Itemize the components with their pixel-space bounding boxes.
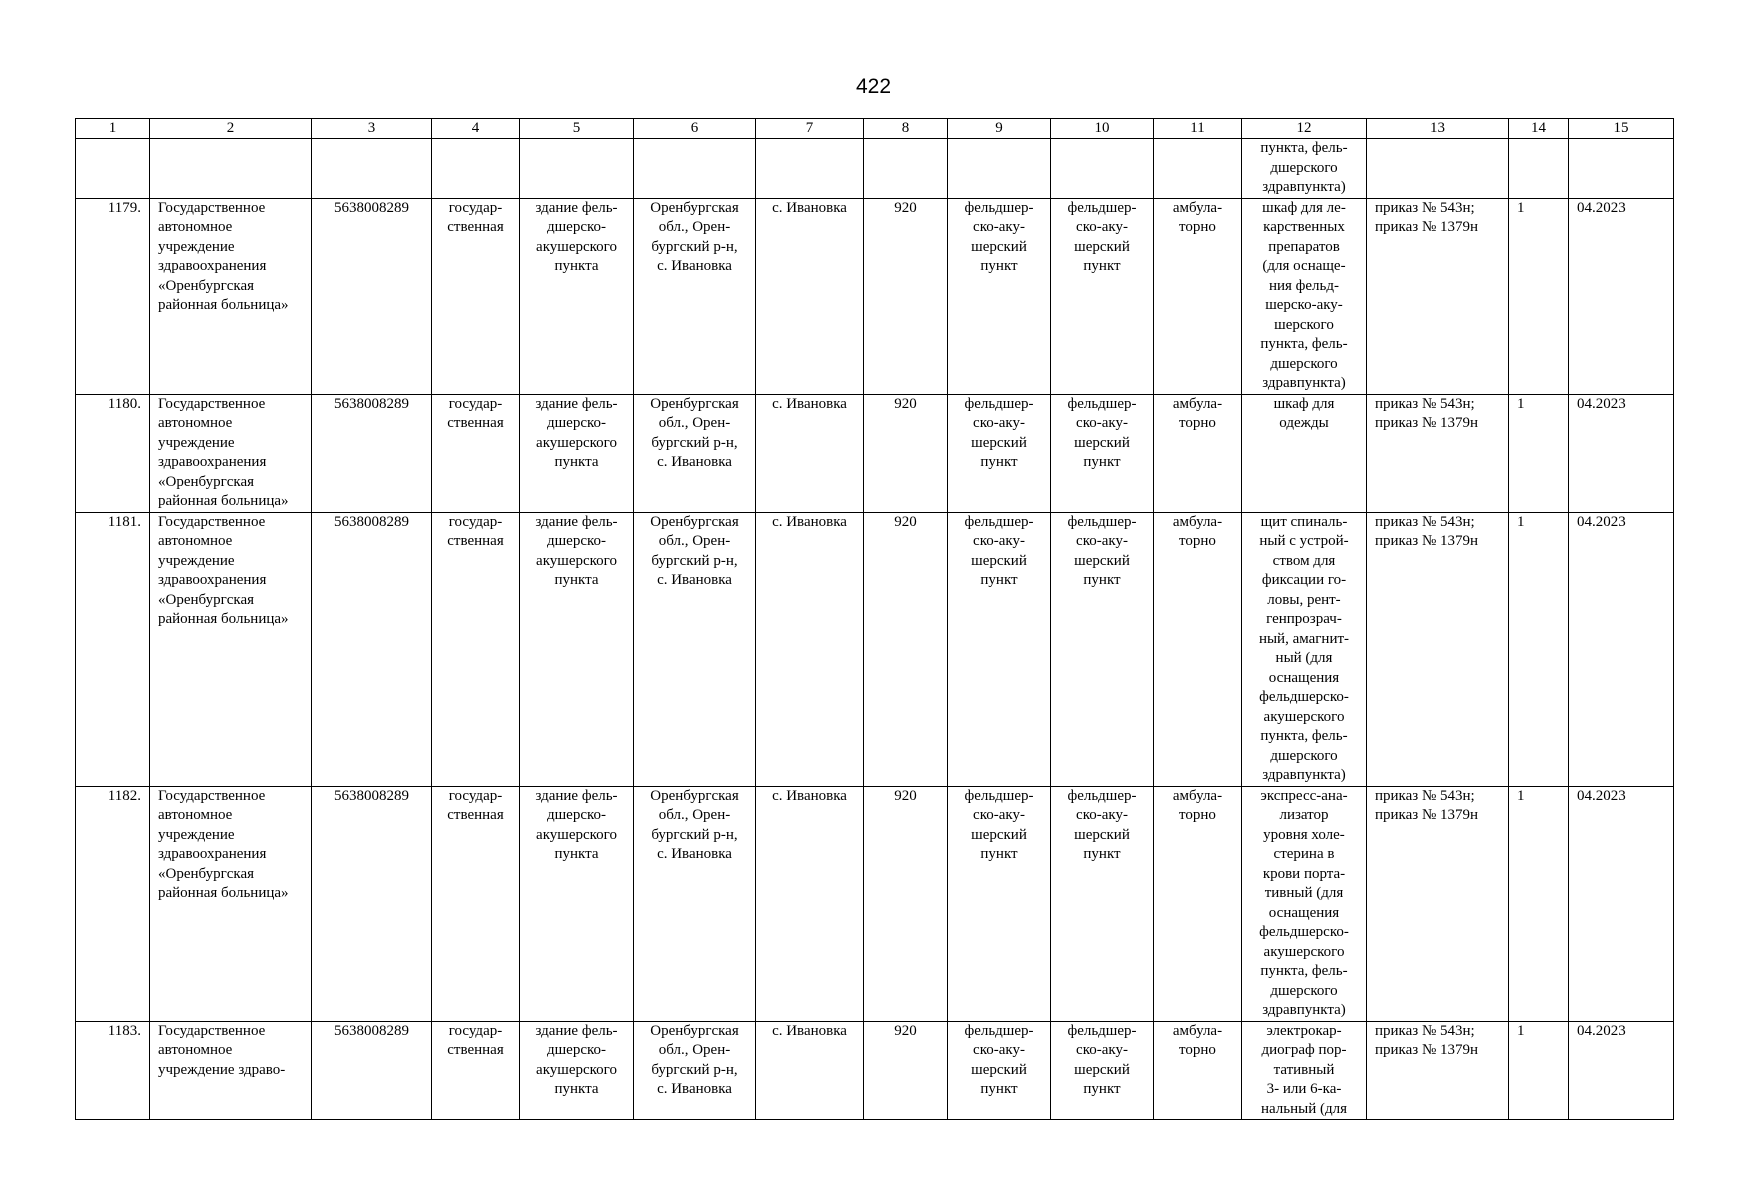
cell-quantity: 1	[1509, 786, 1569, 1021]
column-header: 9	[948, 119, 1051, 139]
column-header: 6	[634, 119, 756, 139]
equipment-register-table	[75, 118, 1674, 1120]
cell-empty	[864, 139, 948, 199]
cell-empty	[312, 139, 432, 199]
cell-code: 920	[864, 512, 948, 786]
cell-ownership: государ- ственная	[432, 1021, 520, 1120]
cell-inn: 5638008289	[312, 198, 432, 394]
cell-settlement: с. Ивановка	[756, 394, 864, 512]
cell-date: 04.2023	[1569, 1021, 1674, 1120]
cell-facility-type: фельдшер- ско-аку- шерский пункт	[948, 512, 1051, 786]
table-row	[76, 1021, 1674, 1120]
cell-unit-type: фельдшер- ско-аку- шерский пункт	[1051, 394, 1154, 512]
table-row	[76, 786, 1674, 1021]
column-header: 15	[1569, 119, 1674, 139]
cell-organization: Государственное автономное учреждение здравоохранения «Оренбургская районная больница»	[150, 394, 312, 512]
cell-quantity: 1	[1509, 1021, 1569, 1120]
cell-facility-type: фельдшер- ско-аку- шерский пункт	[948, 198, 1051, 394]
cell-empty	[1509, 139, 1569, 199]
cell-organization: Государственное автономное учреждение здраво-	[150, 1021, 312, 1120]
cell-row-number: 1181.	[76, 512, 150, 786]
cell-empty	[1154, 139, 1242, 199]
cell-settlement: с. Ивановка	[756, 198, 864, 394]
cell-equipment: экспресс-ана- лизатор уровня холе- стерина в крови порта- тивный (для оснащения фельдшерско- акушерского пункта, фель- дшерского здравпункта)	[1242, 786, 1367, 1021]
cell-address: Оренбургская обл., Орен- бургский р-н, с. Ивановка	[634, 786, 756, 1021]
cell-inn: 5638008289	[312, 786, 432, 1021]
cell-ownership: государ- ственная	[432, 198, 520, 394]
cell-date: 04.2023	[1569, 512, 1674, 786]
cell-date: 04.2023	[1569, 198, 1674, 394]
cell-address: Оренбургская обл., Орен- бургский р-н, с. Ивановка	[634, 512, 756, 786]
cell-empty	[150, 139, 312, 199]
cell-empty	[948, 139, 1051, 199]
cell-care-form: амбула- торно	[1154, 198, 1242, 394]
cell-facility-type: фельдшер- ско-аку- шерский пункт	[948, 1021, 1051, 1120]
cell-equipment: электрокар- диограф пор- тативный 3- или 6-ка- нальный (для	[1242, 1021, 1367, 1120]
cell-order: приказ № 543н; приказ № 1379н	[1367, 512, 1509, 786]
column-header: 8	[864, 119, 948, 139]
cell-building: здание фель- дшерско- акушерского пункта	[520, 394, 634, 512]
column-number-row	[76, 119, 1674, 139]
cell-ownership: государ- ственная	[432, 786, 520, 1021]
cell-unit-type: фельдшер- ско-аку- шерский пункт	[1051, 1021, 1154, 1120]
cell-care-form: амбула- торно	[1154, 786, 1242, 1021]
cell-row-number: 1182.	[76, 786, 150, 1021]
continuation-row	[76, 139, 1674, 199]
cell-quantity: 1	[1509, 394, 1569, 512]
cell-unit-type: фельдшер- ско-аку- шерский пункт	[1051, 786, 1154, 1021]
cell-empty	[520, 139, 634, 199]
cell-code: 920	[864, 786, 948, 1021]
cell-facility-type: фельдшер- ско-аку- шерский пункт	[948, 394, 1051, 512]
cell-building: здание фель- дшерско- акушерского пункта	[520, 512, 634, 786]
cell-empty	[1367, 139, 1509, 199]
column-header: 11	[1154, 119, 1242, 139]
cell-organization: Государственное автономное учреждение здравоохранения «Оренбургская районная больница»	[150, 786, 312, 1021]
cell-ownership: государ- ственная	[432, 394, 520, 512]
cell-unit-type: фельдшер- ско-аку- шерский пункт	[1051, 512, 1154, 786]
cell-empty	[756, 139, 864, 199]
cell-equipment-continued: пункта, фель- дшерского здравпункта)	[1242, 139, 1367, 199]
cell-empty	[1569, 139, 1674, 199]
cell-inn: 5638008289	[312, 394, 432, 512]
cell-order: приказ № 543н; приказ № 1379н	[1367, 786, 1509, 1021]
cell-facility-type: фельдшер- ско-аку- шерский пункт	[948, 786, 1051, 1021]
cell-row-number: 1183.	[76, 1021, 150, 1120]
cell-settlement: с. Ивановка	[756, 1021, 864, 1120]
cell-empty	[634, 139, 756, 199]
cell-care-form: амбула- торно	[1154, 394, 1242, 512]
cell-settlement: с. Ивановка	[756, 786, 864, 1021]
table-row	[76, 198, 1674, 394]
column-header: 4	[432, 119, 520, 139]
cell-unit-type: фельдшер- ско-аку- шерский пункт	[1051, 198, 1154, 394]
cell-building: здание фель- дшерско- акушерского пункта	[520, 198, 634, 394]
cell-care-form: амбула- торно	[1154, 1021, 1242, 1120]
cell-organization: Государственное автономное учреждение здравоохранения «Оренбургская районная больница»	[150, 198, 312, 394]
cell-order: приказ № 543н; приказ № 1379н	[1367, 198, 1509, 394]
column-header: 1	[76, 119, 150, 139]
cell-ownership: государ- ственная	[432, 512, 520, 786]
cell-code: 920	[864, 1021, 948, 1120]
table-row	[76, 512, 1674, 786]
cell-organization: Государственное автономное учреждение здравоохранения «Оренбургская районная больница»	[150, 512, 312, 786]
cell-settlement: с. Ивановка	[756, 512, 864, 786]
column-header: 10	[1051, 119, 1154, 139]
cell-empty	[1051, 139, 1154, 199]
column-header: 5	[520, 119, 634, 139]
cell-quantity: 1	[1509, 198, 1569, 394]
cell-building: здание фель- дшерско- акушерского пункта	[520, 1021, 634, 1120]
cell-order: приказ № 543н; приказ № 1379н	[1367, 1021, 1509, 1120]
column-header: 3	[312, 119, 432, 139]
cell-inn: 5638008289	[312, 512, 432, 786]
cell-date: 04.2023	[1569, 786, 1674, 1021]
cell-order: приказ № 543н; приказ № 1379н	[1367, 394, 1509, 512]
cell-building: здание фель- дшерско- акушерского пункта	[520, 786, 634, 1021]
cell-care-form: амбула- торно	[1154, 512, 1242, 786]
cell-quantity: 1	[1509, 512, 1569, 786]
cell-equipment: щит спиналь- ный с устрой- ством для фиксации го- ловы, рент- генпрозрач- ный, амагнит- ный (для оснащения фельдшерско- акушерского пункта, фель- дшерского здравпункта)	[1242, 512, 1367, 786]
table-row	[76, 394, 1674, 512]
cell-equipment: шкаф для одежды	[1242, 394, 1367, 512]
cell-code: 920	[864, 394, 948, 512]
cell-empty	[76, 139, 150, 199]
cell-address: Оренбургская обл., Орен- бургский р-н, с. Ивановка	[634, 394, 756, 512]
cell-inn: 5638008289	[312, 1021, 432, 1120]
column-header: 14	[1509, 119, 1569, 139]
page-number: 422	[855, 75, 892, 98]
column-header: 2	[150, 119, 312, 139]
column-header: 13	[1367, 119, 1509, 139]
column-header: 7	[756, 119, 864, 139]
cell-code: 920	[864, 198, 948, 394]
cell-address: Оренбургская обл., Орен- бургский р-н, с. Ивановка	[634, 198, 756, 394]
cell-address: Оренбургская обл., Орен- бургский р-н, с. Ивановка	[634, 1021, 756, 1120]
cell-row-number: 1179.	[76, 198, 150, 394]
cell-equipment: шкаф для ле- карственных препаратов (для оснаще- ния фельд- шерско-аку- шерского пункта, фель- дшерского здравпункта)	[1242, 198, 1367, 394]
column-header: 12	[1242, 119, 1367, 139]
cell-row-number: 1180.	[76, 394, 150, 512]
cell-date: 04.2023	[1569, 394, 1674, 512]
cell-empty	[432, 139, 520, 199]
